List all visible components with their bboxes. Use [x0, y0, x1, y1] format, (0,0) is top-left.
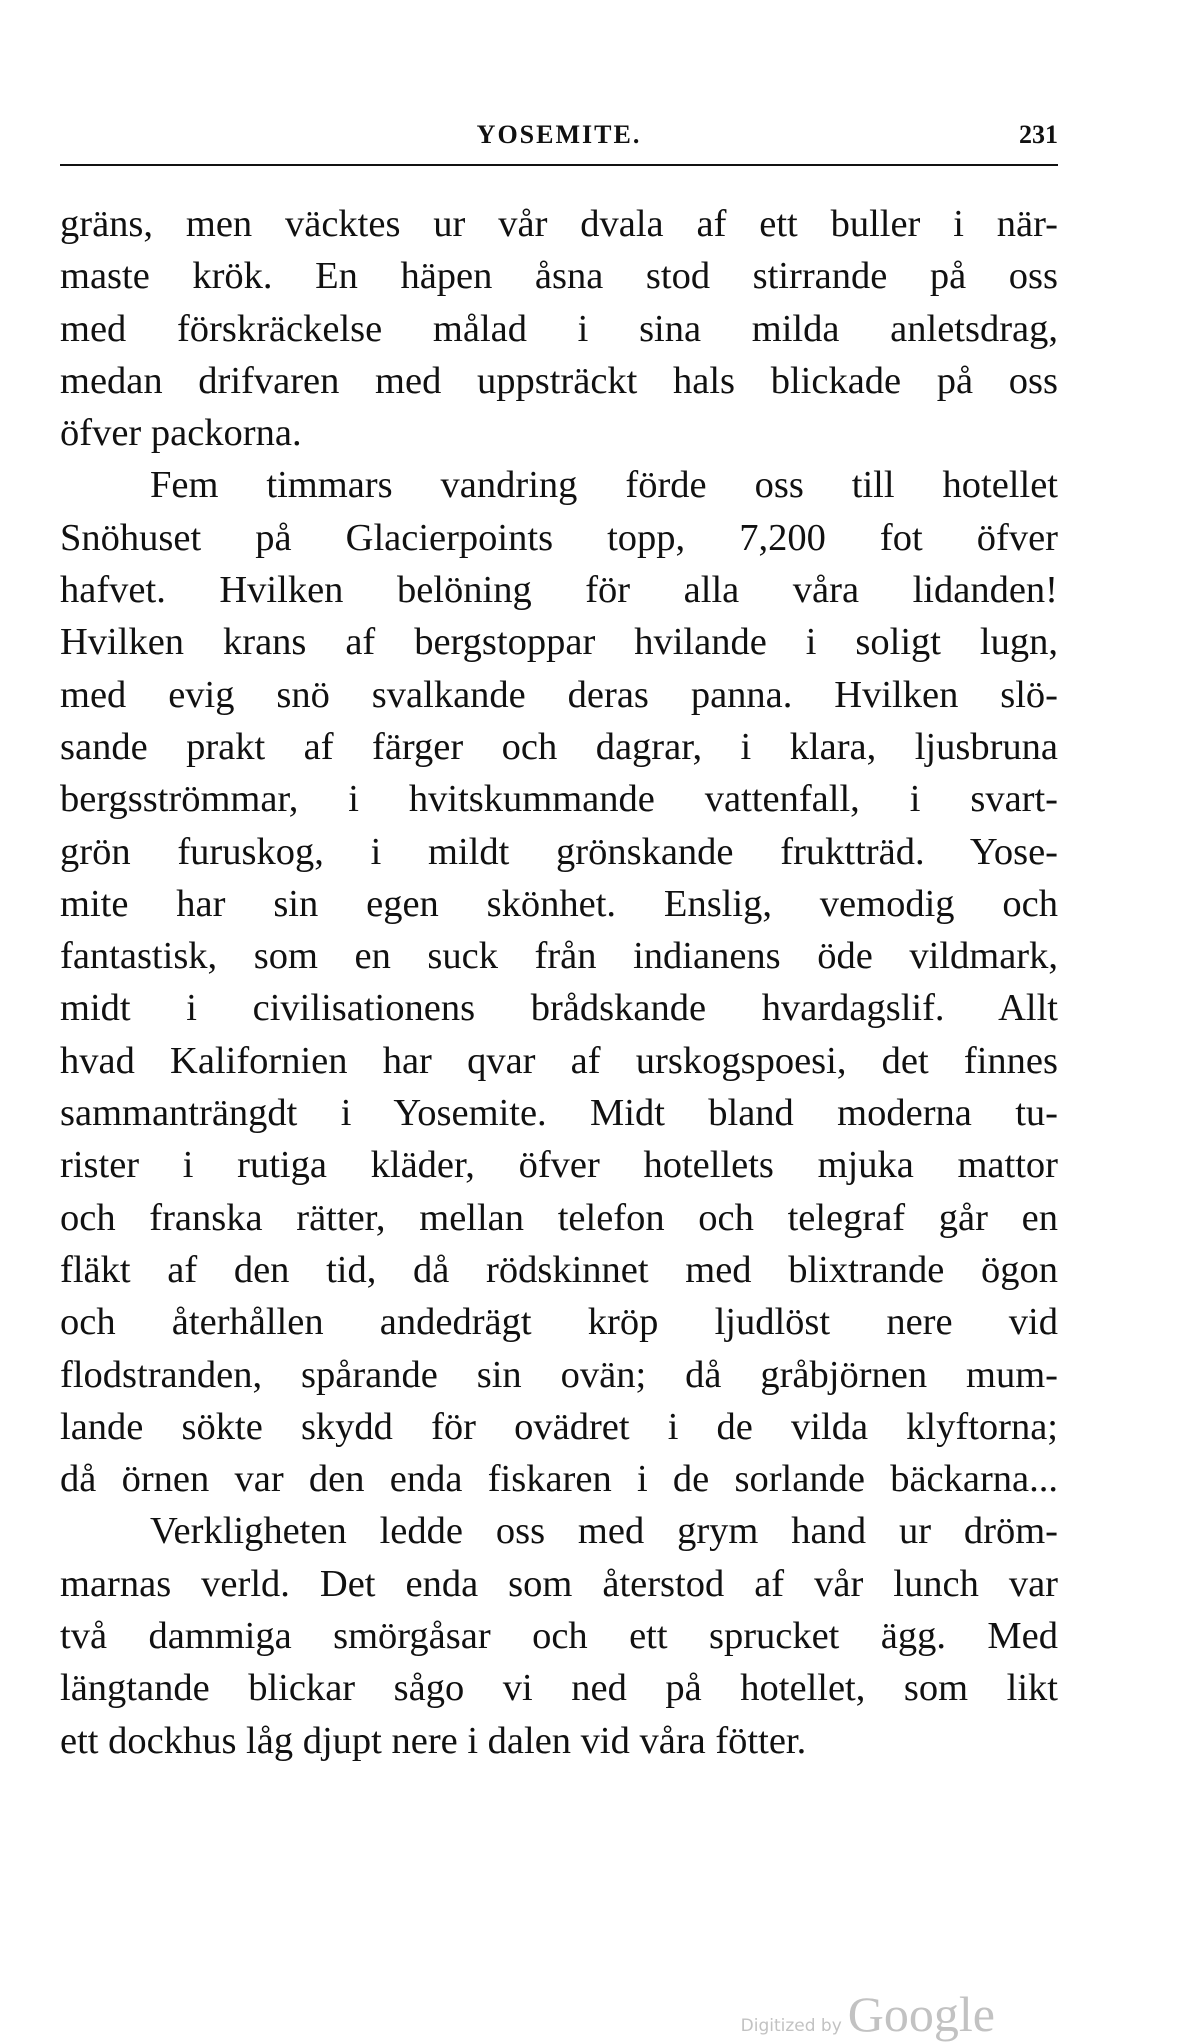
text-line: flodstranden, spårande sin ovän; då gråbjörnen mum-: [60, 1353, 1058, 1396]
watermark-prefix: Digitized by: [740, 2016, 842, 2036]
header-rule: [60, 164, 1058, 166]
text-line: med förskräckelse målad i sina milda anletsdrag,: [60, 307, 1058, 350]
text-line: rister i rutiga kläder, öfver hotellets mjuka mattor: [60, 1144, 1058, 1187]
body-text: [60, 198, 1058, 1767]
text-line: medan drifvaren med uppsträckt hals blickade på oss: [60, 359, 1058, 402]
text-line: maste krök. En häpen åsna stod stirrande på oss: [60, 255, 1058, 298]
text-line: fläkt af den tid, då rödskinnet med blixtrande ögon: [60, 1248, 1058, 1291]
text-line: Snöhuset på Glacierpoints topp, 7,200 fot öfver: [60, 516, 1058, 559]
text-line: bergsströmmar, i hvitskummande vattenfall, i svart-: [60, 778, 1058, 821]
text-line: öfver packorna.: [60, 412, 302, 455]
text-line: två dammiga smörgåsar och ett sprucket ägg. Med: [60, 1615, 1058, 1658]
text-line: mite har sin egen skönhet. Enslig, vemodig och: [60, 882, 1058, 925]
text-line: med evig snö svalkande deras panna. Hvilken slö-: [60, 673, 1058, 716]
text-line: då örnen var den enda fiskaren i de sorlande bäckarna...: [60, 1458, 1058, 1501]
text-line: och franska rätter, mellan telefon och telegraf går en: [60, 1196, 1058, 1239]
text-line: Hvilken krans af bergstoppar hvilande i soligt lugn,: [60, 621, 1058, 664]
text-line: hvad Kalifornien har qvar af urskogspoesi, det finnes: [60, 1039, 1058, 1082]
text-line: grön furuskog, i mildt grönskande fruktträd. Yose-: [60, 830, 1058, 873]
text-line: fantastisk, som en suck från indianens öde vildmark,: [60, 935, 1058, 978]
page-header: [60, 120, 1058, 150]
text-line: ett dockhus låg djupt nere i dalen vid våra fötter.: [60, 1719, 807, 1762]
page-number: 231: [1019, 120, 1058, 149]
text-line: sammanträngdt i Yosemite. Midt bland moderna tu-: [60, 1092, 1058, 1135]
text-line: längtande blickar sågo vi ned på hotellet, som likt: [60, 1667, 1058, 1710]
text-line: gräns, men väcktes ur vår dvala af ett buller i när-: [60, 203, 1058, 245]
text-line: sande prakt af färger och dagrar, i klara, ljusbruna: [60, 725, 1058, 768]
watermark-brand-logo: Google: [847, 1986, 995, 2042]
text-line: lande sökte skydd för ovädret i de vilda klyftorna;: [60, 1405, 1058, 1448]
text-line: Verkligheten ledde oss med grym hand ur dröm-: [150, 1510, 1058, 1553]
running-title: YOSEMITE.: [476, 120, 642, 149]
text-line: hafvet. Hvilken belöning för alla våra lidanden!: [60, 569, 1058, 612]
text-line: midt i civilisationens brådskande hvardagslif. Allt: [60, 987, 1058, 1030]
digitization-watermark: [741, 1985, 995, 2043]
text-line: marnas verld. Det enda som återstod af vår lunch var: [60, 1562, 1058, 1605]
text-line: Fem timmars vandring förde oss till hotellet: [150, 464, 1058, 507]
text-line: och återhållen andedrägt kröp ljudlöst nere vid: [60, 1301, 1058, 1344]
